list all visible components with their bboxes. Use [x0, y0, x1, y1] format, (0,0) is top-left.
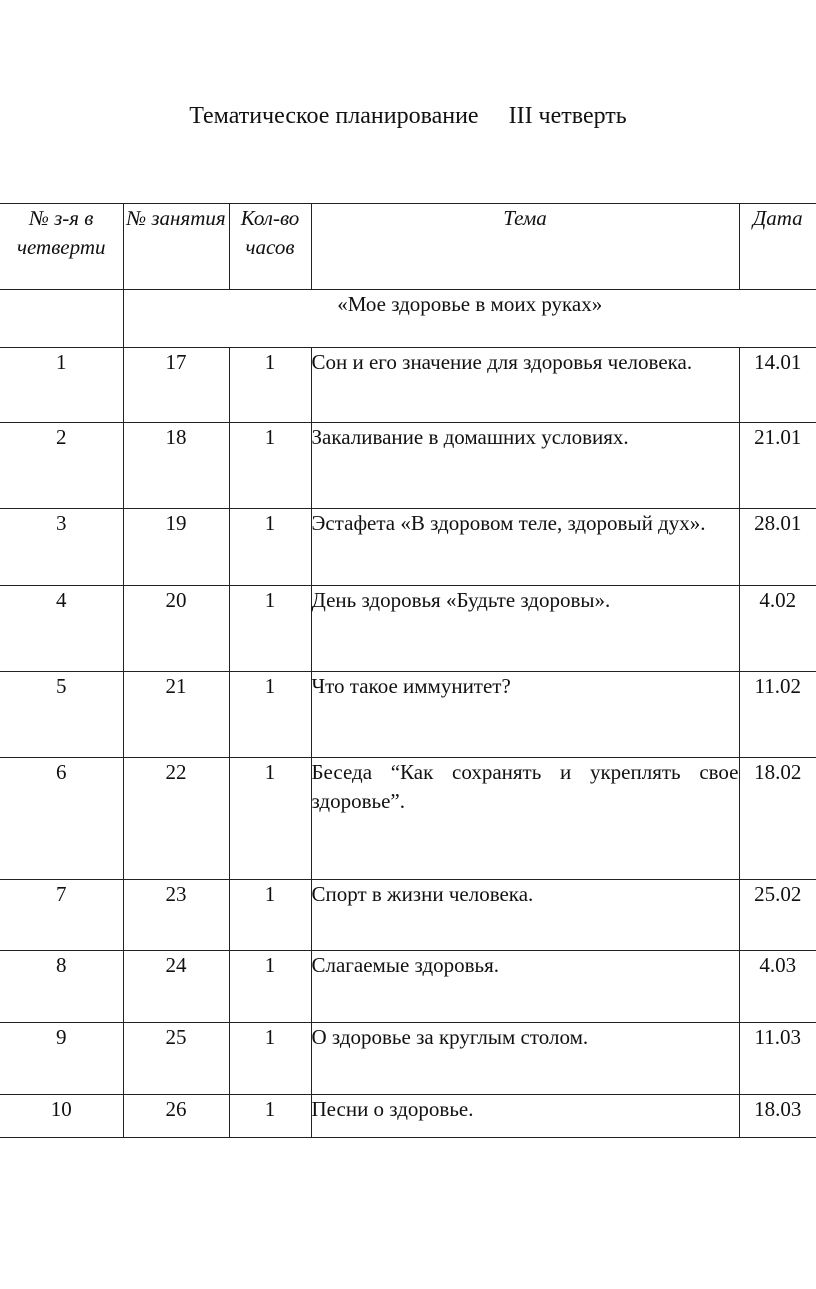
row-topic: Беседа “Как сохранять и укреплять свое здоровье”.	[311, 758, 739, 880]
table-row	[0, 509, 816, 586]
table-row	[0, 1095, 816, 1138]
row-lesson-number: 20	[123, 586, 229, 672]
row-topic: Сон и его значение для здоровья человека.	[311, 348, 739, 423]
row-hours: 1	[229, 758, 311, 880]
row-date: 25.02	[739, 880, 816, 951]
section-title: «Мое здоровье в моих руках»	[123, 290, 816, 348]
row-topic: Что такое иммунитет?	[311, 672, 739, 758]
row-hours: 1	[229, 348, 311, 423]
row-lesson-number: 26	[123, 1095, 229, 1138]
row-hours: 1	[229, 951, 311, 1023]
row-quarter-number: 4	[0, 586, 123, 672]
row-topic: Спорт в жизни человека.	[311, 880, 739, 951]
row-quarter-number: 7	[0, 880, 123, 951]
header-quarter-lesson-number: № з-я в четверти	[0, 204, 123, 290]
row-hours: 1	[229, 423, 311, 509]
row-quarter-number: 9	[0, 1023, 123, 1095]
row-topic: Песни о здоровье.	[311, 1095, 739, 1138]
row-hours: 1	[229, 1023, 311, 1095]
row-lesson-number: 22	[123, 758, 229, 880]
row-lesson-number: 21	[123, 672, 229, 758]
thematic-plan-table	[0, 203, 816, 1138]
row-hours: 1	[229, 509, 311, 586]
row-lesson-number: 24	[123, 951, 229, 1023]
table-row	[0, 951, 816, 1023]
table-row	[0, 758, 816, 880]
row-quarter-number: 10	[0, 1095, 123, 1138]
table-row	[0, 423, 816, 509]
table-row	[0, 1023, 816, 1095]
header-date: Дата	[739, 204, 816, 290]
row-topic: Слагаемые здоровья.	[311, 951, 739, 1023]
row-date: 18.03	[739, 1095, 816, 1138]
row-quarter-number: 6	[0, 758, 123, 880]
row-topic: Эстафета «В здоровом теле, здоровый дух».	[311, 509, 739, 586]
row-date: 14.01	[739, 348, 816, 423]
table-row	[0, 880, 816, 951]
row-lesson-number: 18	[123, 423, 229, 509]
row-quarter-number: 5	[0, 672, 123, 758]
row-date: 11.02	[739, 672, 816, 758]
row-quarter-number: 3	[0, 509, 123, 586]
row-topic: День здоровья «Будьте здоровы».	[311, 586, 739, 672]
section-row	[0, 290, 816, 348]
row-date: 11.03	[739, 1023, 816, 1095]
header-lesson-number: № занятия	[123, 204, 229, 290]
row-topic: О здоровье за круглым столом.	[311, 1023, 739, 1095]
row-hours: 1	[229, 586, 311, 672]
row-quarter-number: 1	[0, 348, 123, 423]
row-lesson-number: 25	[123, 1023, 229, 1095]
row-hours: 1	[229, 1095, 311, 1138]
row-lesson-number: 17	[123, 348, 229, 423]
row-hours: 1	[229, 880, 311, 951]
row-topic: Закаливание в домашних условиях.	[311, 423, 739, 509]
page-title: Тематическое планирование III четверть	[189, 103, 627, 129]
row-lesson-number: 23	[123, 880, 229, 951]
row-quarter-number: 8	[0, 951, 123, 1023]
row-date: 21.01	[739, 423, 816, 509]
row-date: 4.03	[739, 951, 816, 1023]
row-hours: 1	[229, 672, 311, 758]
table-row	[0, 348, 816, 423]
table-row	[0, 586, 816, 672]
row-lesson-number: 19	[123, 509, 229, 586]
header-row	[0, 204, 816, 290]
header-hours: Кол-во часов	[229, 204, 311, 290]
header-topic: Тема	[311, 204, 739, 290]
table-row	[0, 672, 816, 758]
section-empty-cell	[0, 290, 123, 348]
row-date: 18.02	[739, 758, 816, 880]
row-quarter-number: 2	[0, 423, 123, 509]
row-date: 4.02	[739, 586, 816, 672]
row-date: 28.01	[739, 509, 816, 586]
